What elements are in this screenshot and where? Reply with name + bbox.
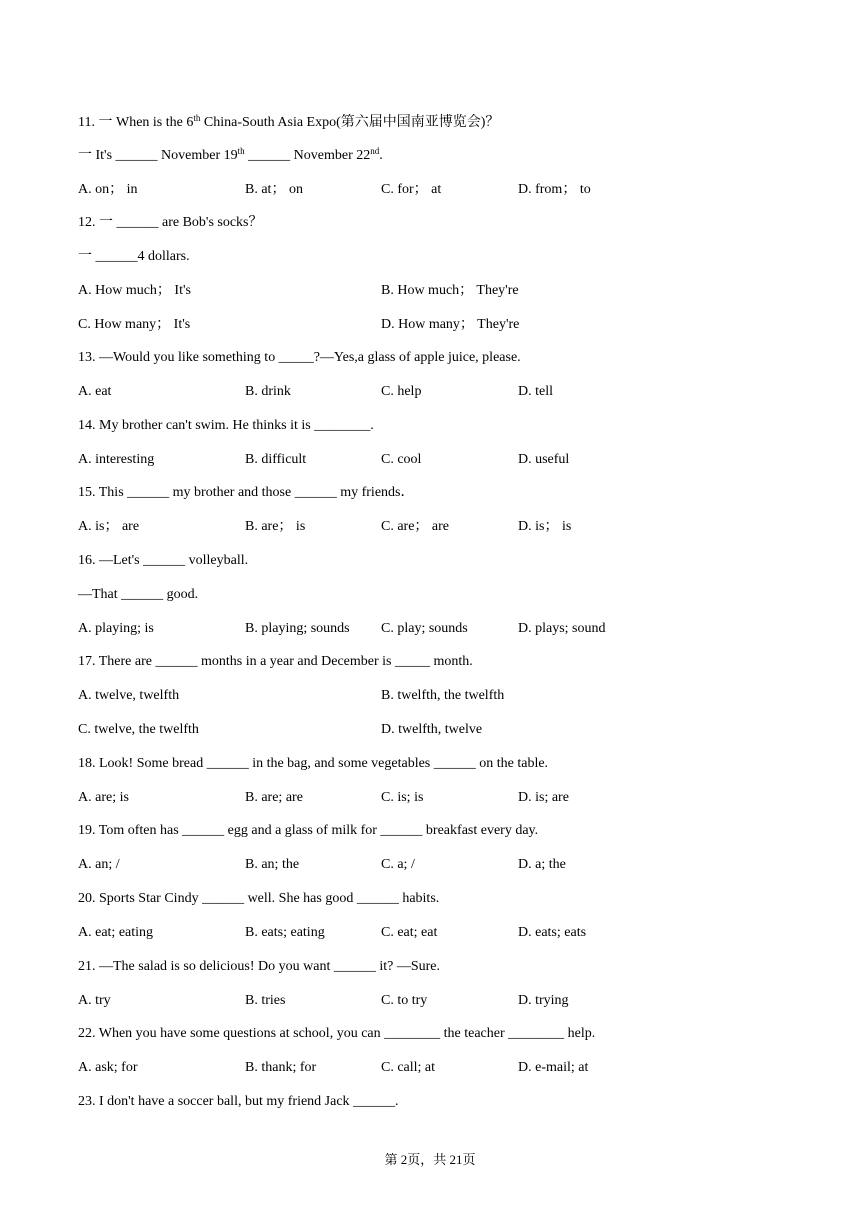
- option-a: A. eat; eating: [78, 925, 154, 940]
- option-c: C. to try: [381, 993, 428, 1008]
- option-c: C. call; at: [381, 1060, 436, 1075]
- option-b: B. difficult: [245, 452, 307, 467]
- question-12-reply: 一 ______4 dollars.: [78, 249, 190, 264]
- option-d: D. tell: [518, 384, 553, 399]
- option-d: D. is; are: [518, 790, 569, 805]
- option-a: A. eat: [78, 384, 112, 399]
- option-d: D. eats; eats: [518, 925, 587, 940]
- question-16-reply: —That ______ good.: [78, 587, 199, 602]
- question-19: 19. Tom often has ______ egg and a glass of milk for ______ breakfast every day.: [78, 823, 539, 838]
- option-c: C. is; is: [381, 790, 424, 805]
- option-a: A. playing; is: [78, 621, 154, 636]
- option-a: A. are; is: [78, 790, 129, 805]
- option-c: C. for； at: [381, 182, 442, 197]
- question-18: 18. Look! Some bread ______ in the bag, and some vegetables ______ on the table.: [78, 756, 549, 771]
- question-16: 16. —Let's ______ volleyball.: [78, 553, 249, 568]
- option-d: D. How many； They're: [381, 317, 520, 332]
- question-21: 21. —The salad is so delicious! Do you want ______ it? —Sure.: [78, 959, 441, 974]
- question-11-reply: 一 It's ______ November 19th ______ November 22nd.: [78, 146, 383, 163]
- option-b: B. drink: [245, 384, 291, 399]
- option-d: D. e-mail; at: [518, 1060, 589, 1075]
- option-a: A. How much； It's: [78, 283, 191, 298]
- option-d: D. is； is: [518, 519, 572, 534]
- option-c: C. play; sounds: [381, 621, 468, 636]
- option-b: B. tries: [245, 993, 286, 1008]
- option-b: B. eats; eating: [245, 925, 325, 940]
- question-13: 13. —Would you like something to _____?—Yes,a glass of apple juice, please.: [78, 350, 521, 365]
- option-b: B. are; are: [245, 790, 303, 805]
- option-d: D. trying: [518, 993, 569, 1008]
- option-b: B. twelfth, the twelfth: [381, 688, 505, 703]
- question-23: 23. I don't have a soccer ball, but my friend Jack ______.: [78, 1094, 399, 1109]
- option-c: C. eat; eat: [381, 925, 438, 940]
- option-b: B. thank; for: [245, 1060, 317, 1075]
- page-footer: 第 2页，共 21页: [384, 1152, 476, 1167]
- option-a: A. on； in: [78, 182, 138, 197]
- option-c: C. a; /: [381, 857, 415, 872]
- option-c: C. cool: [381, 452, 422, 467]
- question-12: 12. 一 ______ are Bob's socks？: [78, 215, 263, 230]
- option-d: D. twelfth, twelve: [381, 722, 483, 737]
- option-a: A. ask; for: [78, 1060, 138, 1075]
- option-c: C. are； are: [381, 519, 450, 534]
- option-a: A. twelve, twelfth: [78, 688, 180, 703]
- option-d: D. from； to: [518, 182, 591, 197]
- option-a: A. interesting: [78, 452, 155, 467]
- option-b: B. How much； They're: [381, 283, 519, 298]
- option-d: D. a; the: [518, 857, 566, 872]
- question-11: 11. 一 When is the 6th China-South Asia Expo(第六届中国南亚博览会)？: [78, 113, 500, 130]
- option-d: D. useful: [518, 452, 570, 467]
- option-c: C. twelve, the twelfth: [78, 722, 199, 737]
- option-d: D. plays; sound: [518, 621, 606, 636]
- option-a: A. an; /: [78, 857, 120, 872]
- option-b: B. are； is: [245, 519, 306, 534]
- option-b: B. an; the: [245, 857, 300, 872]
- option-c: C. How many； It's: [78, 317, 191, 332]
- option-b: B. playing; sounds: [245, 621, 350, 636]
- option-a: A. try: [78, 993, 111, 1008]
- question-22: 22. When you have some questions at school, you can ________ the teacher ________ help.: [78, 1026, 596, 1041]
- question-15: 15. This ______ my brother and those ______ my friends．: [78, 485, 415, 500]
- option-b: B. at； on: [245, 182, 303, 197]
- question-14: 14. My brother can't swim. He thinks it is ________.: [78, 418, 374, 433]
- question-17: 17. There are ______ months in a year and December is _____ month.: [78, 654, 473, 669]
- option-a: A. is； are: [78, 519, 140, 534]
- option-c: C. help: [381, 384, 422, 399]
- question-20: 20. Sports Star Cindy ______ well. She has good ______ habits.: [78, 891, 440, 906]
